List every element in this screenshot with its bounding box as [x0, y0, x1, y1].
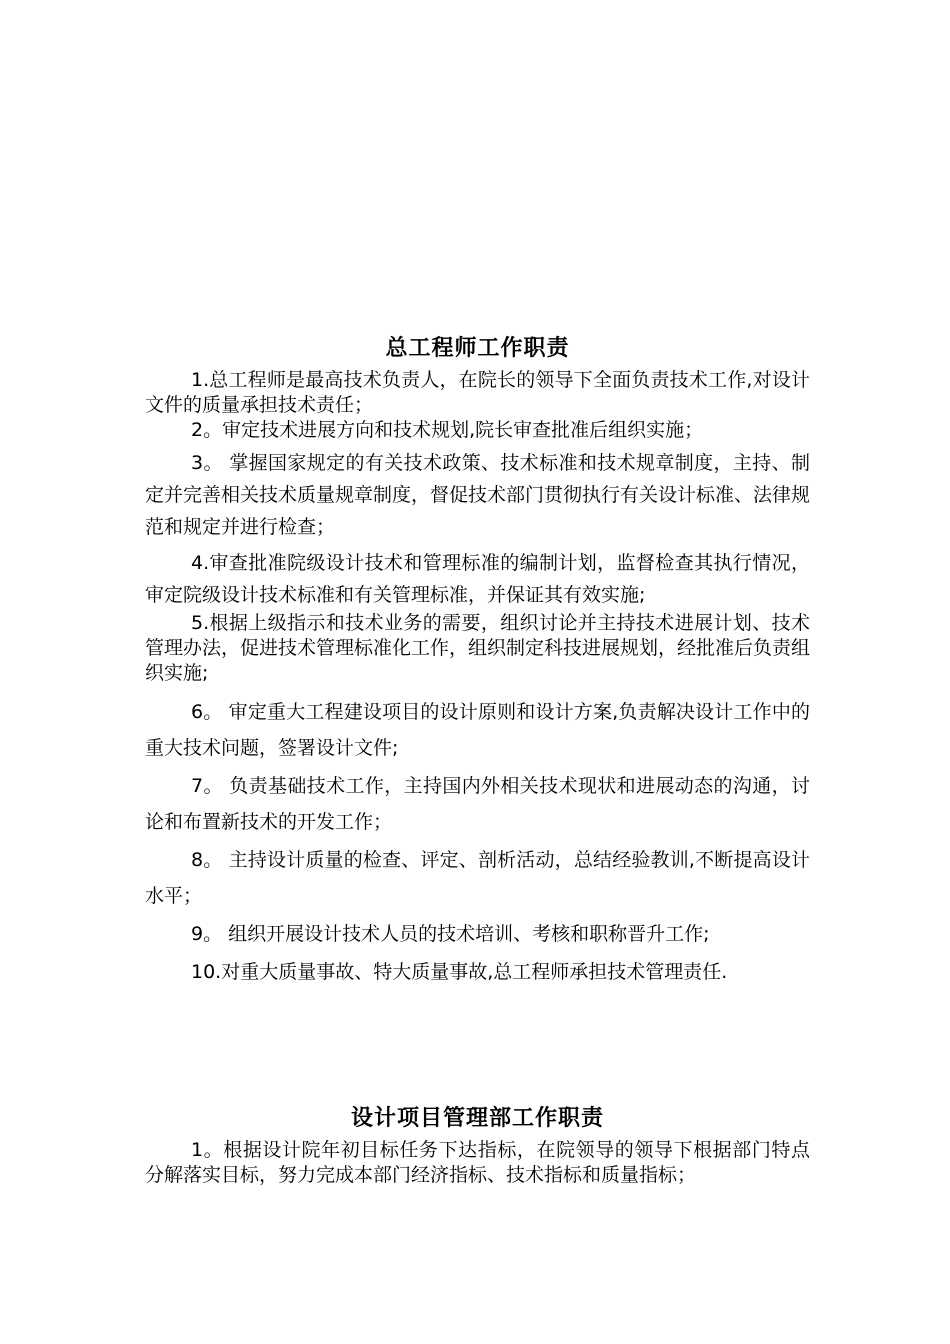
- duty-item-9: 9。 组织开展设计技术人员的技术培训、考核和职称晋升工作;: [191, 923, 710, 945]
- duty-item-1: 1.总工程师是最高技术负责人，在院长的领导下全面负责技术工作,对设计文件的质量承担技术责任；: [145, 369, 810, 416]
- duty-item-7: 7。 负责基础技术工作，主持国内外相关技术现状和进展动态的沟通，讨论和布置新技术的开发工作；: [145, 775, 810, 833]
- duty-item-3: 3。 掌握国家规定的有关技术政策、技术标准和技术规章制度，主持、制定并完善相关技术质量规章制度，督促技术部门贯彻执行有关设计标准、法律规范和规定并进行检查；: [145, 452, 811, 538]
- section-design-project-management: [145, 1104, 810, 1188]
- duty-item-1: 1。根据设计院年初目标任务下达指标，在院领导的领导下根据部门特点分解落实目标，努力完成本部门经济指标、技术指标和质量指标；: [145, 1139, 810, 1186]
- duty-item-8: 8。 主持设计质量的检查、评定、剖析活动，总结经验教训,不断提高设计水平；: [145, 849, 810, 907]
- section-chief-engineer-duties: [145, 334, 810, 985]
- duty-item-4: 4.审查批准院级设计技术和管理标准的编制计划，监督检查其执行情况，审定院级设计技术标准和有关管理标准，并保证其有效实施;: [145, 552, 810, 606]
- duty-item-2: 2。审定技术进展方向和技术规划,院长审查批准后组织实施；: [191, 419, 704, 441]
- section-title: 设计项目管理部工作职责: [350, 1106, 604, 1131]
- duty-item-10: 10.对重大质量事故、特大质量事故,总工程师承担技术管理责任.: [191, 961, 728, 983]
- section-title: 总工程师工作职责: [385, 336, 570, 361]
- duty-item-6: 6。 审定重大工程建设项目的设计原则和设计方案,负责解决设计工作中的重大技术问题，签署设计文件;: [145, 701, 810, 759]
- duty-item-5: 5.根据上级指示和技术业务的需要，组织讨论并主持技术进展计划、技术管理办法，促进技术管理标准化工作，组织制定科技进展规划，经批准后负责组织实施;: [145, 612, 811, 684]
